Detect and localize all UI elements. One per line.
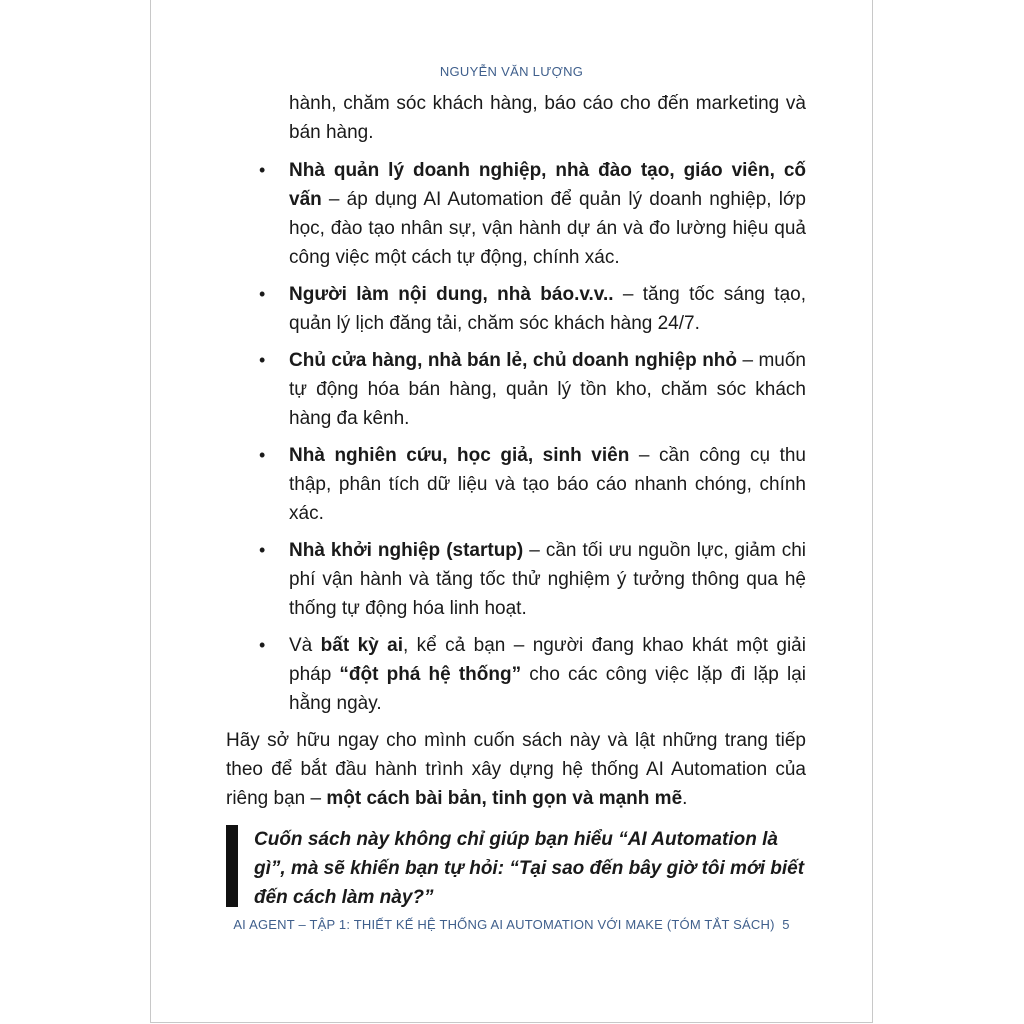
pull-quote — [226, 825, 806, 912]
bullet-icon: • — [259, 284, 266, 304]
paragraph-text: Hãy sở hữu ngay cho mình cuốn sách này và lật những trang tiếp theo để bắt đầu hành trình xây dựng hệ thống AI Automation của riêng bạn – — [226, 730, 806, 809]
list-item-text: cho các công việc lặp đi lặp lại hằng ngày. — [289, 664, 806, 714]
book-page — [150, 0, 873, 1023]
paragraph-end: . — [682, 788, 688, 809]
page-number: 5 — [782, 917, 790, 932]
list-item-bold: “đột phá hệ thống” — [339, 664, 522, 685]
list-item — [226, 280, 806, 338]
quote-bar — [226, 825, 238, 907]
list-item-text: – cần công cụ thu thập, phân tích dữ liệu và tạo báo cáo nhanh chóng, chính xác. — [289, 445, 806, 524]
bullet-icon: • — [259, 350, 266, 370]
running-footer — [151, 917, 872, 932]
list-item-text: – tăng tốc sáng tạo, quản lý lịch đăng tải, chăm sóc khách hàng 24/7. — [289, 284, 806, 334]
bullet-icon: • — [259, 540, 266, 560]
audience-list — [226, 156, 806, 718]
list-item-bold: Nhà khởi nghiệp (startup) — [289, 540, 524, 561]
list-item-text: – muốn tự động hóa bán hàng, quản lý tồn kho, chăm sóc khách hàng đa kênh. — [289, 350, 806, 429]
list-item — [226, 346, 806, 433]
continuation-text: hành, chăm sóc khách hàng, báo cáo cho đến marketing và bán hàng. — [289, 93, 806, 143]
list-item-text: – cần tối ưu nguồn lực, giảm chi phí vận hành và tăng tốc thử nghiệm ý tưởng thông qua hệ thống tự động hóa linh hoạt. — [289, 540, 807, 619]
bullet-icon: • — [259, 635, 266, 655]
running-header-author: NGUYỄN VĂN LƯỢNG — [439, 64, 584, 79]
list-item — [226, 631, 806, 718]
list-item-bold: Người làm nội dung, nhà báo.v.v.. — [289, 284, 614, 305]
list-item — [226, 536, 806, 623]
bullet-icon: • — [259, 445, 266, 465]
list-item-bold: bất kỳ ai — [320, 635, 403, 656]
bullet-icon: • — [259, 160, 266, 180]
page-body — [226, 89, 806, 912]
list-item-text: , kể cả bạn – người đang khao khát một giải pháp — [289, 635, 806, 685]
footer-book-title: AI AGENT – TẬP 1: THIẾT KẾ HỆ THỐNG AI AUTOMATION VỚI MAKE (TÓM TẮT SÁCH) — [233, 917, 775, 932]
list-item — [226, 441, 806, 528]
list-item — [226, 156, 806, 272]
list-item-bold: Nhà nghiên cứu, học giả, sinh viên — [289, 445, 630, 466]
quote-text: Cuốn sách này không chỉ giúp bạn hiểu “AI Automation là gì”, mà sẽ khiến bạn tự hỏi: “Tại sao đến bây giờ tôi mới biết đến cách làm này?” — [254, 829, 805, 908]
list-item-bold: Nhà quản lý doanh nghiệp, nhà đào tạo, giáo viên, cố vấn — [289, 160, 806, 210]
paragraph-bold: một cách bài bản, tinh gọn và mạnh mẽ — [326, 788, 683, 809]
list-item-text: – áp dụng AI Automation để quản lý doanh nghiệp, lớp học, đào tạo nhân sự, vận hành dự án và đo lường hiệu quả công việc một cách tự động, chính xác. — [289, 189, 806, 268]
list-item-bold: Chủ cửa hàng, nhà bán lẻ, chủ doanh nghiệp nhỏ — [289, 350, 738, 371]
list-item-text: Và — [289, 635, 321, 656]
closing-paragraph — [226, 726, 806, 813]
